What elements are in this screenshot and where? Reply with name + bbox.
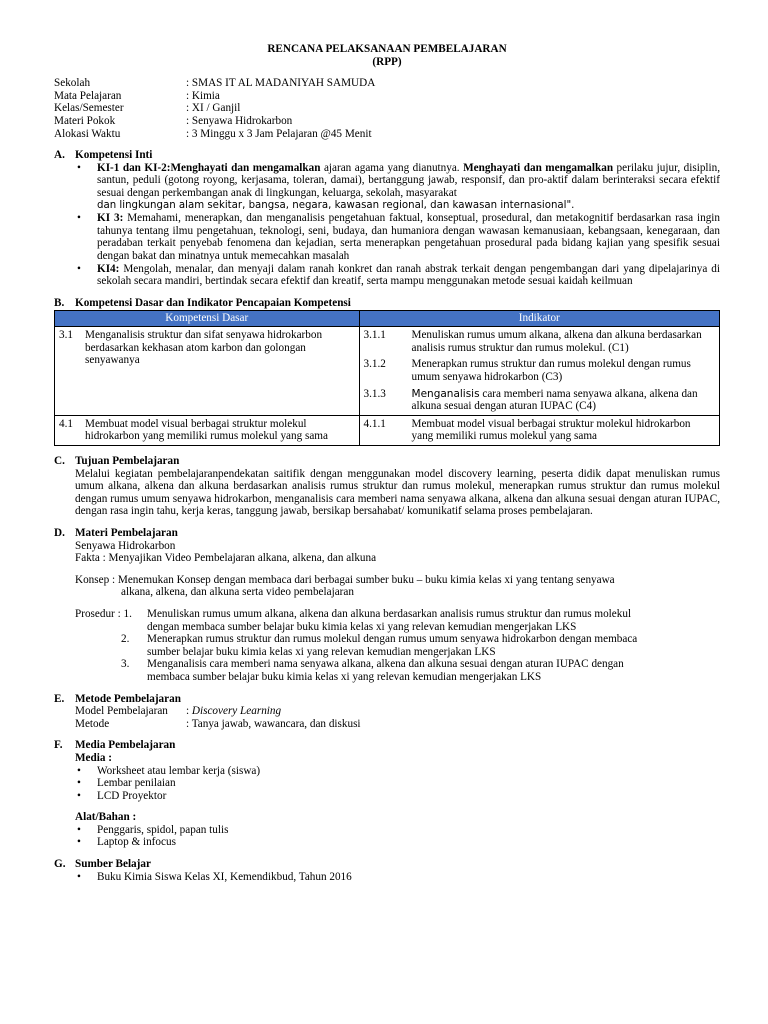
step-text-cont: membaca sumber belajar buku kimia kelas xi yang relevan kemudian mengerjakan LKS (147, 670, 542, 683)
step-number: 2. (121, 633, 130, 646)
meta-row (54, 90, 720, 103)
table-header-row (55, 311, 720, 327)
list-item: • Worksheet atau lembar kerja (siswa) (75, 765, 720, 778)
materi-topic: Senyawa Hidrokarbon (75, 539, 176, 552)
indicator-item (364, 329, 715, 354)
meta-row (54, 128, 720, 141)
ki4-text: Mengolah, menalar, dan menyaji dalam ranah konkret dan ranah abstrak terkait dengan pengembangan dari yang dipelajarinya di sekolah secara mandiri, bertindak secara efektif dan kreatif, serta mampu menggunakan metode sesuai kaidah keilmuan (97, 262, 720, 288)
section-title: Tujuan Pembelajaran (75, 455, 180, 468)
section-title: Kompetensi Inti (75, 149, 153, 162)
section-title: Materi Pembelajaran (75, 527, 178, 539)
meta-value: : SMAS IT AL MADANIYAH SAMUDA (186, 77, 376, 90)
indicator-item (364, 418, 715, 443)
prosedur-step (121, 658, 720, 671)
section-letter: B. (54, 296, 65, 309)
step-text-cont: sumber belajar buku kimia kelas xi yang relevan kemudian mengerjakan LKS (147, 645, 496, 658)
meta-value: : XI / Ganjil (186, 102, 241, 115)
section-kompetensi-inti (54, 149, 720, 288)
section-letter: C. (54, 455, 65, 468)
meta-value: : Kimia (186, 89, 220, 102)
section-title: Sumber Belajar (75, 858, 151, 871)
prosedur-step (121, 633, 720, 646)
indicator-number: 3.1.3 (363, 387, 386, 400)
indicator-text: cara memberi nama senyawa alkana, alkena dan alkuna sesuai dengan aturan IUPAC (C4) (411, 387, 698, 413)
indicator-text: Menuliskan rumus umum alkana, alkena dan alkuna berdasarkan analisis rumus struktur dan rumus molekul. (C1) (411, 329, 702, 354)
prosedur-step (75, 608, 720, 621)
indicator-item (364, 388, 715, 413)
ki12-text-3: dan lingkungan alam sekitar, bangsa, negara, kawasan regional, dan kawasan internasional". (97, 199, 575, 211)
media-list (54, 765, 720, 803)
meta-value: : 3 Minggu x 3 Jam Pelajaran @45 Menit (186, 127, 372, 140)
meta-row (54, 115, 720, 128)
section-sumber (54, 858, 720, 883)
meta-key: Mata Pelajaran (54, 89, 122, 102)
section-heading (54, 455, 720, 468)
metode-key: Model Pembelajaran (75, 705, 168, 718)
step-text: Menerapkan rumus struktur dan rumus molekul dengan rumus umum senyawa hidrokarbon dengan membaca (147, 633, 638, 646)
metode-key: Metode (75, 717, 110, 730)
metode-colon: : (186, 705, 192, 718)
step-number: 3. (121, 658, 130, 671)
meta-key: Kelas/Semester (54, 102, 124, 115)
section-tujuan (54, 455, 720, 518)
alat-list (54, 824, 720, 849)
ki12-bold-1: KI-1 dan KI-2:Menghayati dan mengamalkan (97, 161, 321, 174)
section-letter: A. (54, 149, 65, 162)
section-media (54, 739, 720, 849)
ki4-bold: KI4: (97, 262, 120, 275)
ki3-bold: KI 3: (97, 212, 124, 225)
section-heading (54, 149, 720, 162)
kd-number: 4.1 (59, 417, 73, 430)
list-item: • Penggaris, spidol, papan tulis (75, 824, 720, 837)
kd-cell (55, 327, 360, 416)
meta-row (54, 77, 720, 90)
list-item: • Laptop & infocus (75, 836, 720, 849)
list-item: • Lembar penilaian (75, 777, 720, 790)
prosedur-label: Prosedur : 1. (75, 607, 132, 620)
meta-key: Materi Pokok (54, 114, 116, 127)
section-metode (54, 693, 720, 731)
section-letter: G. (54, 858, 66, 871)
metode-row (75, 718, 720, 731)
section-letter: E. (54, 692, 65, 705)
indicator-item (364, 358, 715, 383)
indicator-number: 4.1.1 (363, 417, 386, 430)
model-value: Discovery Learning (191, 705, 282, 718)
document-subtitle: (RPP) (372, 55, 402, 68)
indicator-cell (359, 415, 719, 445)
section-letter: D. (54, 527, 65, 539)
meta-value: : Senyawa Hidrokarbon (186, 114, 293, 127)
meta-row (54, 102, 720, 115)
ki-item-4 (75, 263, 720, 288)
section-title: Media Pembelajaran (75, 739, 176, 752)
meta-key: Sekolah (54, 77, 91, 90)
column-header-indikator: Indikator (359, 311, 719, 327)
prosedur-text-cont: dengan membaca sumber belajar buku kimia kelas xi yang relevan kemudian mengerjakan LKS (147, 620, 577, 633)
column-header-kd: Kompetensi Dasar (55, 311, 360, 327)
section-heading (54, 693, 720, 706)
ki3-text: Memahami, menerapkan, dan menganalisis pengetahuan faktual, konseptual, prosedural, dan metakognitif berdasarkan rasa ingin tahunya tentang ilmu pengetahuan, teknologi, seni, budaya, dan humaniora dengan wawasan kemanusiaan, kebangsaan, kenegaraan, dan peradaban terkait penyebab fenomena dan kejadian, serta menerapkan pengetahuan prosedural pada bidang kajian yang spesifik sesuai dengan bakat dan minatnya untuk memecahkan masalah (97, 212, 720, 262)
section-heading (54, 297, 720, 310)
indicator-number: 3.1.2 (363, 358, 386, 371)
kd-cell (55, 415, 360, 445)
prosedur-text: Menuliskan rumus umum alkana, alkena dan alkuna berdasarkan analisis rumus struktur dan rumus molekul (147, 607, 632, 620)
section-letter: F. (54, 739, 63, 752)
kd-text: Membuat model visual berbagai struktur molekul hidrokarbon yang memiliki rumus molekul yang sama (85, 417, 328, 443)
metode-row (75, 705, 720, 718)
list-item: • Buku Kimia Siswa Kelas XI, Kemendikbud, Tahun 2016 (75, 871, 720, 884)
indicator-text: Menerapkan rumus struktur dan rumus molekul dengan rumus umum senyawa hidrokarbon (C3) (411, 358, 691, 384)
document-title: RENCANA PELAKSANAAN PEMBELAJARAN (267, 43, 507, 55)
kd-indicator-table (54, 310, 720, 446)
step-text: Menganalisis cara memberi nama senyawa alkana, alkena dan alkuna sesuai dengan aturan IUPAC dengan (147, 658, 624, 671)
document-page (54, 43, 720, 883)
indicator-keyword: Menganalisis (411, 387, 480, 400)
identity-block (54, 77, 720, 140)
materi-konsep: Konsep : Menemukan Konsep dengan membaca dari berbagai sumber buku – buku kimia kelas xi yang tentang senyawa (75, 573, 615, 586)
section-heading (54, 858, 720, 871)
ki-item-1-2 (75, 162, 720, 212)
indicator-cell (359, 327, 719, 416)
kd-text: Menganalisis struktur dan sifat senyawa hidrokarbon berdasarkan kekhasan atom karbon dan golongan senyawanya (85, 329, 323, 367)
metode-value: : Tanya jawab, wawancara, dan diskusi (186, 717, 361, 730)
section-materi (54, 527, 720, 684)
indicator-number: 3.1.1 (363, 329, 386, 342)
ki12-text-1: ajaran agama yang dianutnya. (320, 161, 464, 174)
table-row (55, 327, 720, 416)
materi-konsep-cont: alkana, alkena, dan alkuna serta video pembelajaran (121, 586, 354, 599)
ki12-text-2: perilaku jujur, disiplin, santun, peduli (gotong royong, kerjasama, toleran, damai), bertanggung jawab, responsif, dan pro-aktif dalam berinteraksi secara efektif sesuai dengan perkembangan anak di lingkungan, keluarga, sekolah, masyarakat (97, 161, 721, 199)
alat-label: Alat/Bahan : (75, 811, 137, 824)
ki-list (54, 162, 720, 288)
section-title: Kompetensi Dasar dan Indikator Pencapaian Kompetensi (75, 296, 351, 309)
section-kompetensi-dasar (54, 297, 720, 446)
indicator-text: Membuat model visual berbagai struktur molekul hidrokarbon yang memiliki rumus molekul yang sama (411, 417, 691, 443)
tujuan-text: Melalui kegiatan pembelajaranpendekatan saitifik dengan menggunakan model discovery learning, peserta didik dapat menuliskan rumus umum alkana, alkena dan alkuna berdasarkan analisis rumus struktur dan rumus molekul, menerapkan rumus struktur dan rumus molekul dengan rumus umum senyawa hidrokarbon, menganalisis cara memberi nama senyawa alkana, alkena dan alkuna sesuai dengan aturan IUPAC, dengan rasa ingin tahu, kerja keras, tanggung jawab, bersikap bersahabat/ komunikatif selama proses pembelajaran. (75, 467, 720, 518)
media-label: Media : (75, 751, 112, 764)
section-heading (54, 739, 720, 752)
section-heading (54, 527, 720, 540)
materi-fakta: Fakta : Menyajikan Video Pembelajaran alkana, alkena, dan alkuna (75, 552, 377, 565)
list-item: • LCD Proyektor (75, 790, 720, 803)
table-row (55, 415, 720, 445)
sumber-list (54, 871, 720, 884)
ki-item-3 (75, 212, 720, 262)
meta-key: Alokasi Waktu (54, 127, 121, 140)
section-title: Metode Pembelajaran (75, 692, 181, 705)
ki12-bold-2: Menghayati dan mengamalkan (463, 161, 614, 174)
kd-number: 3.1 (59, 329, 73, 342)
